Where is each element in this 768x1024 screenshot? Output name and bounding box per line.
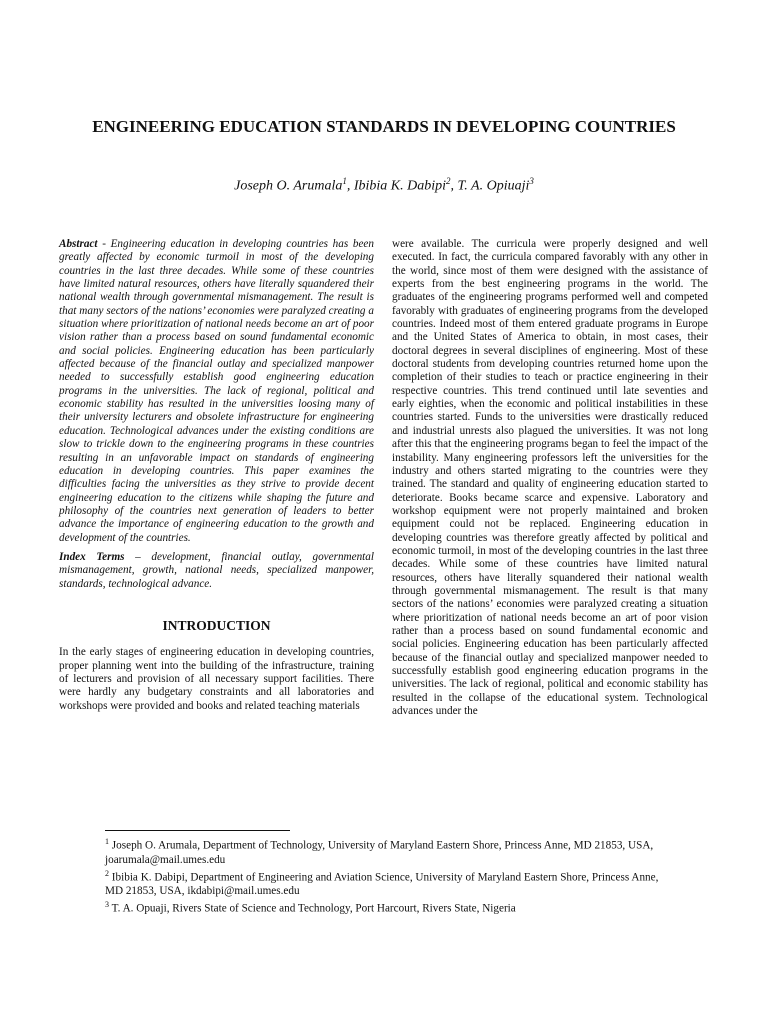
footnote-text: Joseph O. Arumala, Department of Technology, University of Maryland Eastern Shore, Princess Anne, MD 21853, USA, joarumala@mail.umes.edu <box>105 839 654 866</box>
footnote <box>105 835 665 867</box>
abstract <box>59 238 374 545</box>
right-column <box>392 238 708 718</box>
left-column <box>59 238 374 713</box>
introduction-paragraph-start: In the early stages of engineering education in developing countries, proper planning went into the building of the infrastructure, training of lecturers and provision of all necessary support facilities. There were hardly any budgetary constraints and all laboratories and workshops were provided and books and related teaching materials <box>59 646 374 712</box>
author-line <box>60 172 708 196</box>
author-mark: 2 <box>446 176 451 186</box>
footnote <box>105 867 665 899</box>
index-terms-text: – development, financial outlay, governmental mismanagement, growth, national needs, specialized manpower, standards, technological advance. <box>59 550 374 590</box>
author-name: T. A. Opiuaji <box>457 178 530 194</box>
author-separator: , <box>450 178 458 194</box>
footnote-rule <box>105 830 290 831</box>
index-terms-label: Index Terms <box>59 550 125 563</box>
footnote <box>105 898 665 916</box>
footnote-text: Ibibia K. Dabipi, Department of Engineering and Aviation Science, University of Maryland Eastern Shore, Princess Anne, MD 21853, USA, ikdabipi@mail.umes.edu <box>105 871 659 898</box>
author-name: Ibibia K. Dabipi <box>353 178 447 194</box>
section-heading-introduction: INTRODUCTION <box>162 617 271 633</box>
paper-title: ENGINEERING EDUCATION STANDARDS IN DEVELOPING COUNTRIES <box>92 117 676 136</box>
footnote-mark: 1 <box>105 837 109 846</box>
footnote-mark: 2 <box>105 868 109 878</box>
abstract-label: Abstract <box>59 238 98 250</box>
author-mark: 1 <box>342 176 347 186</box>
introduction-paragraph-continued: were available. The curricula were properly designed and well executed. In fact, the curricula compared favorably with any other in the world, since most of them were designed with the assistance of experts from the best engineering programs in the world. The graduates of the engineering programs performed well and competed favorably with graduates of engineering programs from the developed countries. Indeed most of them entered graduate programs in Europe and the United States of America to obtain, in most cases, their doctoral degrees in several disciplines of engineering. Most of these doctoral students from developing countries returned home upon the completion of their studies to teach or practice engineering in their respective countries. This trend continued until late seventies and early eighties, when the economic and political instabilities in these countries started. Funds to the universities were drastically reduced and industrial unrests also plagued the universities. It was not long after this that the engineering programs began to feel the impact of the instability. Many engineering professors left the universities for the industry and others started migrating to the countries were they trained. The standard and quality of engineering education started to deteriorate. Books became scarce and expensive. Laboratory and workshop equipment were not properly maintained and broken equipment could not be replaced. Engineering education in developing countries was therefore greatly affected by political and economic turmoil, in most of the developing countries in the last three decades. While some of these countries have limited natural resources, others have literally squandered their national wealth through governmental mismanagement. The result is that many sectors of the nations’ economies were paralyzed creating a situation where prioritization of national needs become an art of poor vision rather than a process based on sound fundamental economic and social policies. Engineering education has been particularly affected because of the financial outlay and specialized manpower needed to successfully establish good engineering education programs in the universities. The lack of regional, political and economic stability has resulted in the collapse of the educational system. Technological advances under the <box>392 238 708 718</box>
author-mark: 3 <box>529 176 534 186</box>
author-name: Joseph O. Arumala <box>234 178 343 194</box>
footnote-mark: 3 <box>105 900 109 910</box>
author-separator: , <box>346 178 354 194</box>
abstract-text: - Engineering education in developing countries has been greatly affected by economic turmoil in most of the developing countries in the last three decades. While some of these countries have limited natural resources, others have literally squandered their national wealth through governmental mismanagement. The result is that many sectors of the nations’ economies were paralyzed creating a situation where prioritization of national needs become an art of poor vision rather than a process based on sound fundamental economic and social policies. Engineering education has been particularly affected because of the financial outlay and specialized manpower needed to successfully establish good engineering education programs in the universities. The lack of regional, political and economic stability has resulted in the universities loosing many of their university lecturers and obsolete infrastructure for engineering education. Technological advances under the existing conditions are slow to trickle down to the engineering programs in these countries resulting in an unfavorable impact on standards of engineering education in developing countries. This paper examines the difficulties facing the universities as they strive to provide decent engineering education to the citizens while shaping the future and philosophy of the countries next generation of leaders to better advance the importance of engineering education to the growth and development of the countries. <box>59 238 374 544</box>
footnotes <box>105 830 665 916</box>
footnote-text: T. A. Opuaji, Rivers State of Science and Technology, Port Harcourt, Rivers State, Nigeria <box>109 903 516 916</box>
index-terms <box>59 551 374 591</box>
